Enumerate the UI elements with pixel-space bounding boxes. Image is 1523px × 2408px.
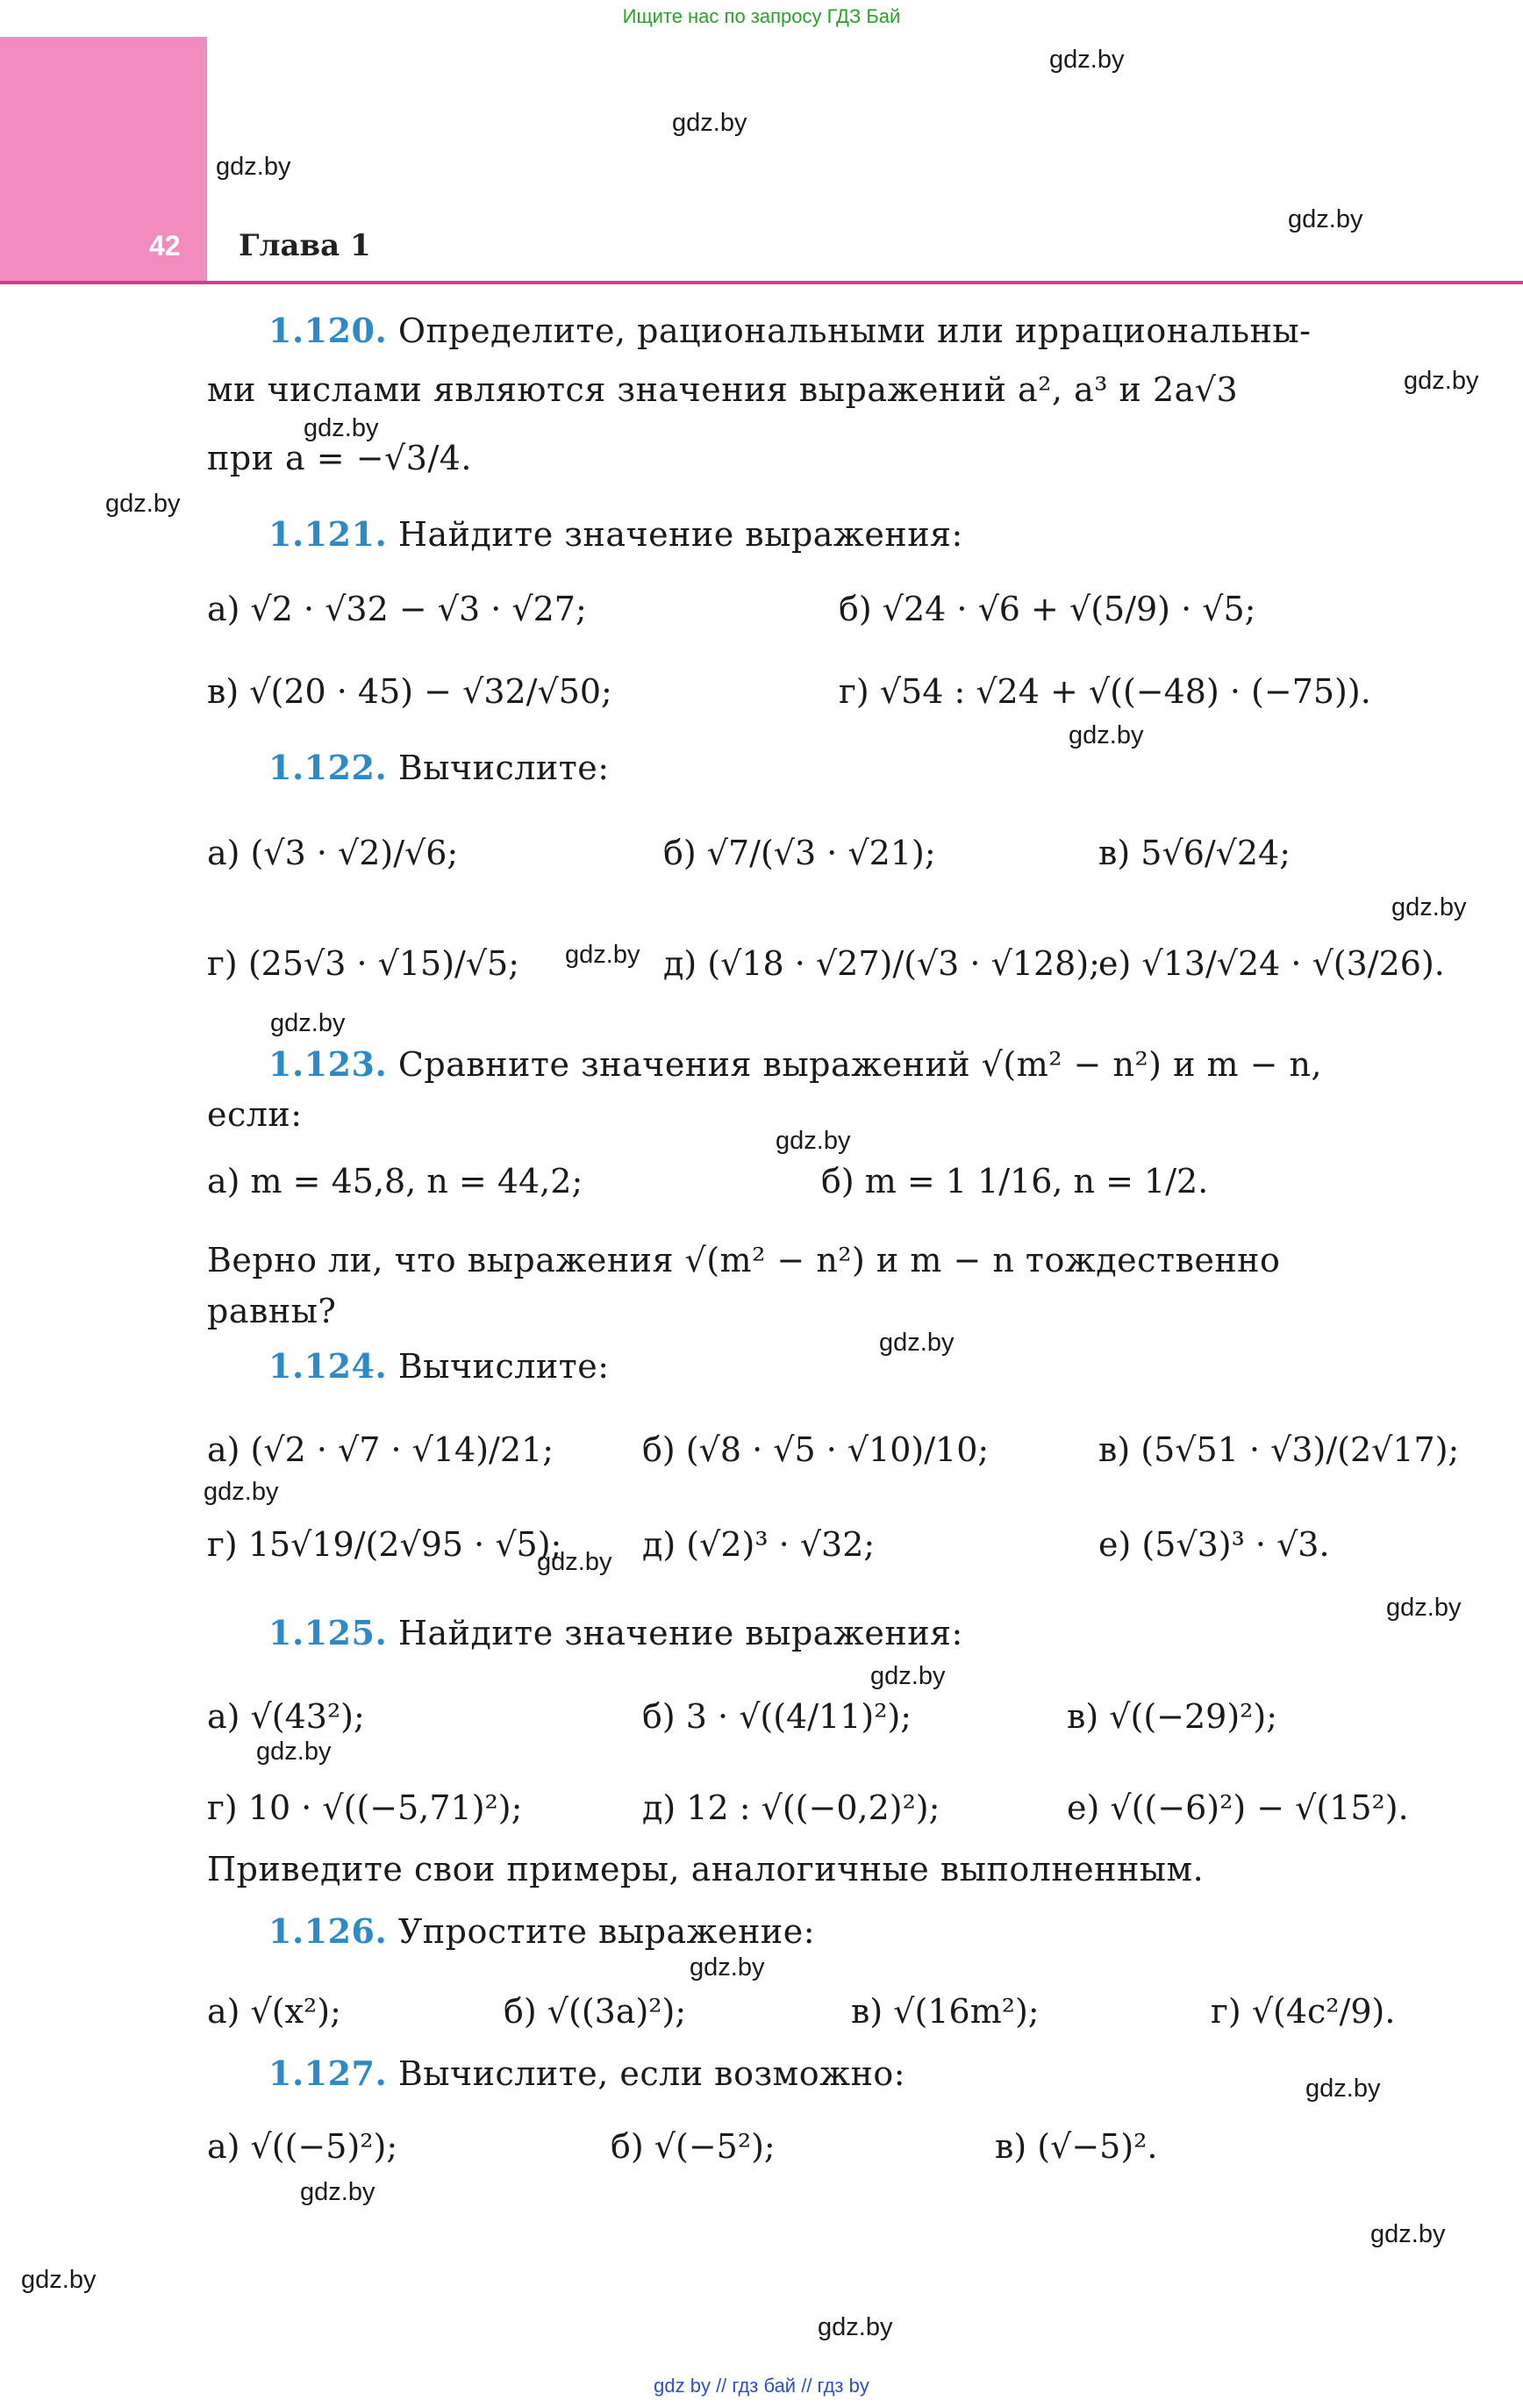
chapter-title: Глава 1: [239, 228, 371, 263]
problem-1-120-line1: 1.120. Определите, рациональными или иррациональны-: [268, 311, 1312, 350]
watermark: gdz.by: [270, 1009, 346, 1037]
watermark: gdz.by: [256, 1738, 332, 1766]
watermark: gdz.by: [304, 414, 379, 442]
problem-number: 1.123.: [268, 1044, 388, 1084]
watermark: gdz.by: [1049, 46, 1125, 74]
option-v: в) (5√51 · √3)/(2√17);: [1098, 1430, 1460, 1469]
watermark: gdz.by: [204, 1478, 279, 1506]
watermark: gdz.by: [690, 1953, 765, 1982]
problem-1-124-title: 1.124. Вычислите:: [268, 1346, 610, 1386]
option-b: б) √24 · √6 + √(5/9) · √5;: [839, 590, 1256, 628]
watermark: gdz.by: [1386, 1594, 1462, 1622]
watermark: gdz.by: [216, 153, 291, 181]
option-e: е) √13/√24 · √(3/26).: [1098, 944, 1445, 983]
option-a: а) m = 45,8, n = 44,2;: [207, 1162, 583, 1200]
watermark: gdz.by: [1069, 721, 1144, 749]
watermark: gdz.by: [879, 1329, 955, 1357]
option-a: а) √2 · √32 − √3 · √27;: [207, 590, 587, 628]
problem-1-125-note: Приведите свои примеры, аналогичные выполненным.: [207, 1850, 1205, 1888]
option-g: г) √54 : √24 + √((−48) · (−75)).: [839, 672, 1371, 711]
option-d: д) (√18 · √27)/(√3 · √128);: [663, 944, 1100, 983]
problem-number: 1.126.: [268, 1911, 388, 1951]
watermark: gdz.by: [565, 941, 640, 969]
watermark: gdz.by: [1305, 2075, 1381, 2103]
watermark: gdz.by: [1404, 367, 1479, 395]
option-v: в) (√−5)².: [995, 2127, 1158, 2166]
option-g: г) √(4c²/9).: [1211, 1992, 1396, 2031]
option-g: г) (25√3 · √15)/√5;: [207, 944, 520, 983]
watermark: gdz.by: [21, 2266, 97, 2294]
problem-1-120-line3: при a = −√3/4.: [207, 439, 473, 477]
problem-1-123-line2: если:: [207, 1095, 303, 1134]
option-v: в) 5√6/√24;: [1098, 834, 1291, 872]
option-a: а) (√2 · √7 · √14)/21;: [207, 1430, 554, 1469]
header-rule: [0, 281, 1523, 284]
watermark: gdz.by: [300, 2178, 375, 2206]
problem-1-123-question2: равны?: [207, 1292, 337, 1330]
option-e: е) √((−6)²) − √(15²).: [1067, 1788, 1409, 1827]
problem-1-125-title: 1.125. Найдите значение выражения:: [268, 1613, 963, 1652]
option-a: а) √((−5)²);: [207, 2127, 398, 2166]
option-a: а) √(43²);: [207, 1697, 365, 1736]
option-g: г) 15√19/(2√95 · √5);: [207, 1525, 562, 1564]
problem-number: 1.122.: [268, 748, 388, 787]
option-b: б) 3 · √((4/11)²);: [642, 1697, 912, 1736]
option-d: д) 12 : √((−0,2)²);: [642, 1788, 940, 1827]
problem-1-121-title: 1.121. Найдите значение выражения:: [268, 514, 963, 554]
watermark: gdz.by: [776, 1127, 851, 1155]
problem-number: 1.125.: [268, 1613, 388, 1652]
problem-number: 1.127.: [268, 2053, 388, 2093]
option-a: а) (√3 · √2)/√6;: [207, 834, 459, 872]
problem-1-123-question1: Верно ли, что выражения √(m² − n²) и m − n тождественно: [207, 1241, 1281, 1279]
option-b: б) √(−5²);: [611, 2127, 776, 2166]
watermark: gdz.by: [1288, 205, 1363, 233]
option-e: е) (5√3)³ · √3.: [1098, 1525, 1330, 1564]
watermark: gdz.by: [537, 1548, 612, 1576]
problem-1-122-title: 1.122. Вычислите:: [268, 748, 610, 787]
option-v: в) √(16m²);: [851, 1992, 1040, 2031]
page-number: 42: [149, 230, 181, 262]
option-g: г) 10 · √((−5,71)²);: [207, 1788, 523, 1827]
watermark: gdz.by: [818, 2313, 893, 2341]
option-b: б) (√8 · √5 · √10)/10;: [642, 1430, 990, 1469]
problem-1-127-title: 1.127. Вычислите, если возможно:: [268, 2053, 906, 2093]
top-banner[interactable]: Ищите нас по запросу ГДЗ Бай: [622, 5, 901, 27]
problem-1-123-line1: 1.123. Сравните значения выражений √(m² − n²) и m − n,: [268, 1044, 1323, 1084]
watermark: gdz.by: [870, 1662, 946, 1690]
option-d: д) (√2)³ · √32;: [642, 1525, 876, 1564]
option-v: в) √((−29)²);: [1067, 1697, 1278, 1736]
problem-1-126-title: 1.126. Упростите выражение:: [268, 1911, 816, 1951]
watermark: gdz.by: [672, 109, 747, 137]
footer-links[interactable]: gdz by // гдз бай // гдз by: [654, 2375, 869, 2397]
option-b: б) √7/(√3 · √21);: [663, 834, 936, 872]
watermark: gdz.by: [1391, 893, 1467, 921]
option-a: а) √(x²);: [207, 1992, 341, 2031]
option-v: в) √(20 · 45) − √32/√50;: [207, 672, 612, 711]
watermark: gdz.by: [1370, 2220, 1446, 2248]
problem-number: 1.120.: [268, 311, 388, 350]
watermark: gdz.by: [105, 490, 181, 518]
problem-1-120-line2: ми числами являются значения выражений a², a³ и 2a√3: [207, 370, 1239, 409]
problem-number: 1.121.: [268, 514, 388, 554]
option-b: б) √((3a)²);: [504, 1992, 687, 2031]
option-b: б) m = 1 1/16, n = 1/2.: [821, 1162, 1209, 1200]
problem-number: 1.124.: [268, 1346, 388, 1386]
